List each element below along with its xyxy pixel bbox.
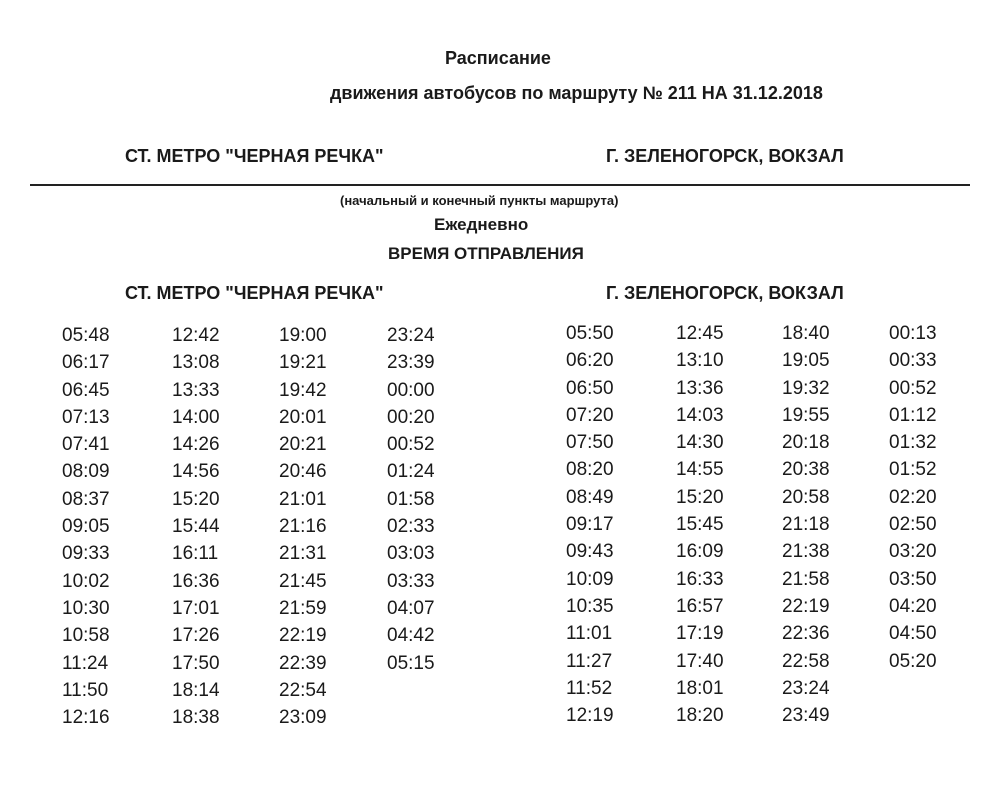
from-start-column-3 [279, 322, 327, 731]
departure-time: 18:01 [676, 677, 724, 699]
departure-time: 00:13 [889, 323, 937, 344]
departure-time: 01:32 [889, 432, 937, 454]
from-start-column-1 [62, 322, 110, 731]
departure-time: 02:33 [387, 516, 435, 538]
departure-time: 20:46 [279, 461, 327, 483]
departure-time: 00:00 [387, 379, 435, 401]
from-end-column-1 [566, 320, 614, 729]
departure-time: 07:50 [566, 432, 614, 454]
departure-time: 02:20 [889, 486, 937, 508]
departure-time: 17:26 [172, 625, 220, 647]
departure-time: 16:09 [676, 541, 724, 563]
departure-time: 03:50 [889, 568, 937, 590]
divider-line [30, 184, 970, 186]
route-end-point: Г. ЗЕЛЕНОГОРСК, ВОКЗАЛ [606, 146, 844, 166]
departure-time: 19:21 [279, 352, 327, 374]
departure-time: 13:10 [676, 350, 724, 372]
departure-time: 15:20 [172, 488, 220, 510]
departure-time: 00:33 [889, 350, 937, 372]
departure-time: 18:38 [172, 707, 220, 729]
schedule-from-end-heading: Г. ЗЕЛЕНОГОРСК, ВОКЗАЛ [606, 283, 844, 303]
departure-time: 21:38 [782, 541, 830, 563]
departure-time: 04:20 [889, 595, 937, 617]
departure-time: 21:01 [279, 488, 327, 510]
departure-time: 11:50 [62, 679, 109, 701]
departure-time: 23:49 [782, 705, 830, 727]
from-end-column-4 [889, 320, 937, 675]
from-end-column-3 [782, 320, 830, 729]
departure-time: 22:54 [279, 679, 327, 701]
departure-time: 01:24 [387, 461, 435, 483]
departure-time: 14:00 [172, 406, 220, 428]
departure-time: 03:03 [387, 543, 435, 565]
from-start-column-2 [172, 322, 220, 731]
departure-time: 06:17 [62, 352, 110, 374]
departure-time: 22:19 [279, 625, 327, 647]
departure-time: 05:20 [889, 650, 937, 672]
departure-time: 07:13 [62, 406, 110, 428]
departure-time: 11:24 [62, 652, 109, 674]
departure-time: 20:58 [782, 486, 830, 508]
departure-time: 08:37 [62, 488, 110, 510]
departure-time: 20:01 [279, 406, 327, 428]
departure-time: 15:20 [676, 486, 724, 508]
departure-time: 23:24 [782, 677, 830, 699]
departure-time: 00:52 [889, 377, 937, 399]
departure-time: 07:41 [62, 434, 110, 456]
departure-time: 06:50 [566, 377, 614, 399]
departure-time: 20:18 [782, 432, 830, 454]
departure-time: 09:05 [62, 516, 110, 538]
departure-time: 00:52 [387, 434, 435, 456]
departure-time: 15:44 [172, 516, 220, 538]
departure-time: 01:58 [387, 488, 435, 510]
departure-time: 16:33 [676, 568, 724, 590]
departure-time: 10:58 [62, 625, 110, 647]
departure-time: 14:55 [676, 459, 724, 481]
departure-time: 06:20 [566, 350, 614, 372]
departure-time: 13:33 [172, 379, 220, 401]
departure-time: 22:19 [782, 595, 830, 617]
departure-time: 23:24 [387, 325, 435, 346]
departure-time: 09:43 [566, 541, 614, 563]
departure-time: 04:07 [387, 597, 435, 619]
document-title: Расписание [445, 48, 551, 68]
departure-time: 23:09 [279, 707, 327, 729]
departure-time: 08:49 [566, 486, 614, 508]
from-end-column-2 [676, 320, 724, 729]
departure-time: 07:20 [566, 404, 614, 426]
departure-time: 16:57 [676, 595, 724, 617]
departure-time-heading: ВРЕМЯ ОТПРАВЛЕНИЯ [388, 244, 584, 263]
departure-time: 10:35 [566, 595, 614, 617]
departure-time: 16:36 [172, 570, 220, 592]
departure-time: 05:48 [62, 325, 110, 346]
departure-time: 13:36 [676, 377, 724, 399]
departure-time: 14:03 [676, 404, 724, 426]
departure-time: 22:39 [279, 652, 327, 674]
departure-time: 00:20 [387, 406, 435, 428]
departure-time: 10:02 [62, 570, 110, 592]
departure-time: 11:27 [566, 650, 613, 672]
frequency-label: Ежедневно [434, 215, 529, 234]
departure-time: 17:01 [172, 597, 220, 619]
departure-time: 06:45 [62, 379, 110, 401]
departure-time: 01:12 [889, 404, 937, 426]
departure-time: 18:14 [172, 679, 220, 701]
departure-time: 15:45 [676, 514, 724, 536]
route-start-point: СТ. МЕТРО "ЧЕРНАЯ РЕЧКА" [125, 146, 384, 166]
departure-time: 02:50 [889, 514, 937, 536]
departure-time: 04:42 [387, 625, 435, 647]
departure-time: 01:52 [889, 459, 937, 481]
from-start-column-4 [387, 322, 435, 677]
departure-time: 19:42 [279, 379, 327, 401]
document-subtitle: движения автобусов по маршруту № 211 НА 31.12.2018 [330, 83, 823, 103]
departure-time: 20:38 [782, 459, 830, 481]
departure-time: 10:09 [566, 568, 614, 590]
departure-time: 05:50 [566, 323, 614, 344]
departure-time: 20:21 [279, 434, 327, 456]
departure-time: 11:01 [566, 623, 613, 645]
departure-time: 21:18 [782, 514, 830, 536]
departure-time: 11:52 [566, 677, 613, 699]
departure-time: 05:15 [387, 652, 435, 674]
departure-time: 17:50 [172, 652, 220, 674]
departure-time: 12:42 [172, 325, 220, 346]
departure-time: 18:40 [782, 323, 830, 344]
departure-time: 21:31 [279, 543, 327, 565]
departure-time: 21:58 [782, 568, 830, 590]
departure-time: 14:26 [172, 434, 220, 456]
departure-time: 17:40 [676, 650, 724, 672]
departure-time: 04:50 [889, 623, 937, 645]
departure-time: 19:55 [782, 404, 830, 426]
departure-time: 08:09 [62, 461, 110, 483]
departure-time: 17:19 [676, 623, 724, 645]
departure-time: 21:45 [279, 570, 327, 592]
departure-time: 12:16 [62, 707, 110, 729]
departure-time: 16:11 [172, 543, 219, 565]
departure-time: 18:20 [676, 705, 724, 727]
departure-time: 19:32 [782, 377, 830, 399]
departure-time: 09:17 [566, 514, 614, 536]
departure-time: 19:00 [279, 325, 327, 346]
departure-time: 08:20 [566, 459, 614, 481]
departure-time: 14:56 [172, 461, 220, 483]
departure-time: 12:19 [566, 705, 614, 727]
departure-time: 21:59 [279, 597, 327, 619]
departure-time: 21:16 [279, 516, 327, 538]
departure-time: 19:05 [782, 350, 830, 372]
departure-time: 09:33 [62, 543, 110, 565]
departure-time: 14:30 [676, 432, 724, 454]
departure-time: 03:20 [889, 541, 937, 563]
departure-time: 10:30 [62, 597, 110, 619]
departure-time: 22:36 [782, 623, 830, 645]
route-points-note: (начальный и конечный пункты маршрута) [340, 193, 619, 208]
departure-time: 13:08 [172, 352, 220, 374]
departure-time: 23:39 [387, 352, 435, 374]
departure-time: 03:33 [387, 570, 435, 592]
departure-time: 12:45 [676, 323, 724, 344]
departure-time: 22:58 [782, 650, 830, 672]
schedule-from-start-heading: СТ. МЕТРО "ЧЕРНАЯ РЕЧКА" [125, 283, 384, 303]
